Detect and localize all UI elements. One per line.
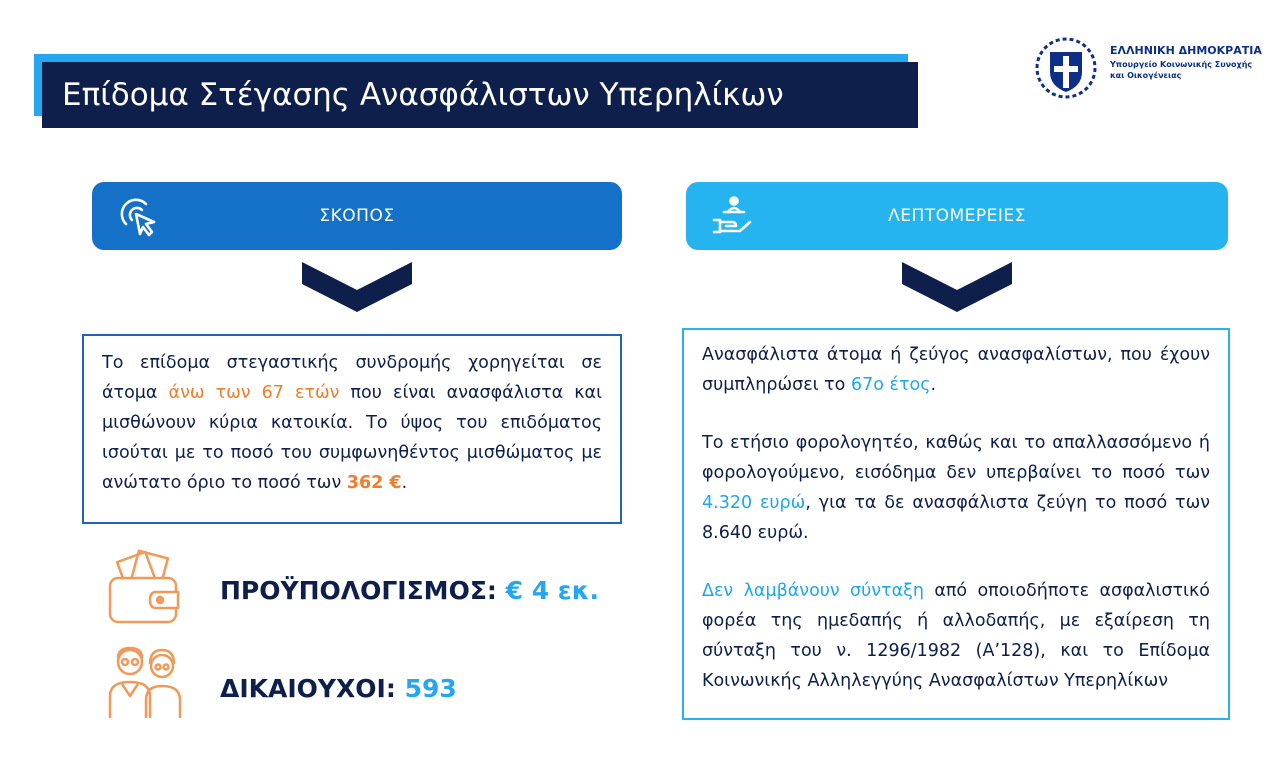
- details-paragraph-3: [702, 576, 1210, 696]
- pension-highlight: Δεν λαμβάνουν σύνταξη: [702, 581, 924, 601]
- details-text-part: Το ετήσιο φορολογητέο, καθώς και το απαλλασσόμενο ή φορολογούμενο, εισόδημα δεν υπερβαίνει το ποσό των: [702, 433, 1210, 483]
- elderly-couple-icon: [104, 640, 184, 720]
- logo-ministry-line2: και Οικογένειας: [1110, 71, 1182, 80]
- purpose-paragraph: [102, 348, 602, 498]
- age-highlight: άνω των 67 ετών: [168, 383, 340, 403]
- wallet-icon: [104, 548, 184, 628]
- details-header-label: ΛΕΠΤΟΜΕΡΕΙΕΣ: [888, 206, 1026, 226]
- chevron-down-icon: [902, 262, 1012, 312]
- beneficiaries-label: ΔΙΚΑΙΟΥΧΟΙ:: [220, 674, 405, 703]
- logo-ministry-line1: Υπουργείο Κοινωνικής Συνοχής: [1110, 60, 1253, 69]
- details-header: [686, 182, 1228, 250]
- purpose-text-part: .: [401, 473, 408, 493]
- age-highlight: 67ο έτος: [850, 375, 931, 395]
- ministry-logo: [1030, 36, 1260, 100]
- purpose-text-part: που είναι ανασφάλιστα και μισθώνουν κύρια κατοικία. Το ύψος του επιδόματος ισούται με το ποσό του συμφωνηθέντος μισθώματος με ανώτατο όριο το ποσό των: [102, 383, 602, 493]
- beneficiaries-stat: [220, 674, 457, 703]
- details-text-part: .: [930, 375, 937, 395]
- details-text-part: από οποιοδήποτε ασφαλιστικό φορέα της ημεδαπής ή αλλοδαπής, με εξαίρεση τη σύνταξη του ν. 1296/1982 (Α’128), και το Επίδομα Κοινωνικής Αλληλεγγύης Ανασφαλίστων Υπερηλίκων: [702, 581, 1211, 691]
- budget-value: € 4 εκ.: [505, 576, 599, 605]
- page-title: Επίδομα Στέγασης Ανασφάλιστων Υπερηλίκων: [42, 62, 918, 128]
- details-paragraph-2: [702, 428, 1210, 548]
- beneficiaries-value: 593: [404, 674, 457, 703]
- purpose-header-label: ΣΚΟΠΟΣ: [319, 206, 395, 226]
- purpose-text-part: Το επίδομα στεγαστικής συνδρομής χορηγείται σε άτομα: [102, 353, 602, 403]
- chevron-down-icon: [302, 262, 412, 312]
- details-text-part: Ανασφάλιστα άτομα ή ζεύγος ανασφαλίστων, που έχουν συμπληρώσει το: [702, 345, 1210, 395]
- details-text-box: [682, 328, 1230, 720]
- logo-title: ΕΛΛΗΝΙΚΗ ΔΗΜΟΚΡΑΤΙΑ: [1110, 44, 1262, 57]
- purpose-text-box: [82, 334, 622, 524]
- purpose-header: [92, 182, 622, 250]
- details-paragraph-1: [702, 340, 1210, 400]
- amount-highlight: 362 €: [346, 473, 402, 493]
- income-highlight: 4.320 ευρώ: [702, 493, 806, 513]
- details-text-part: , για τα δε ανασφάλιστα ζεύγη το ποσό των 8.640 ευρώ.: [702, 493, 1210, 543]
- budget-stat: [220, 576, 599, 605]
- greek-emblem-icon: [1030, 36, 1102, 100]
- budget-label: ΠΡΟΫΠΟΛΟΓΙΣΜΟΣ:: [220, 576, 506, 605]
